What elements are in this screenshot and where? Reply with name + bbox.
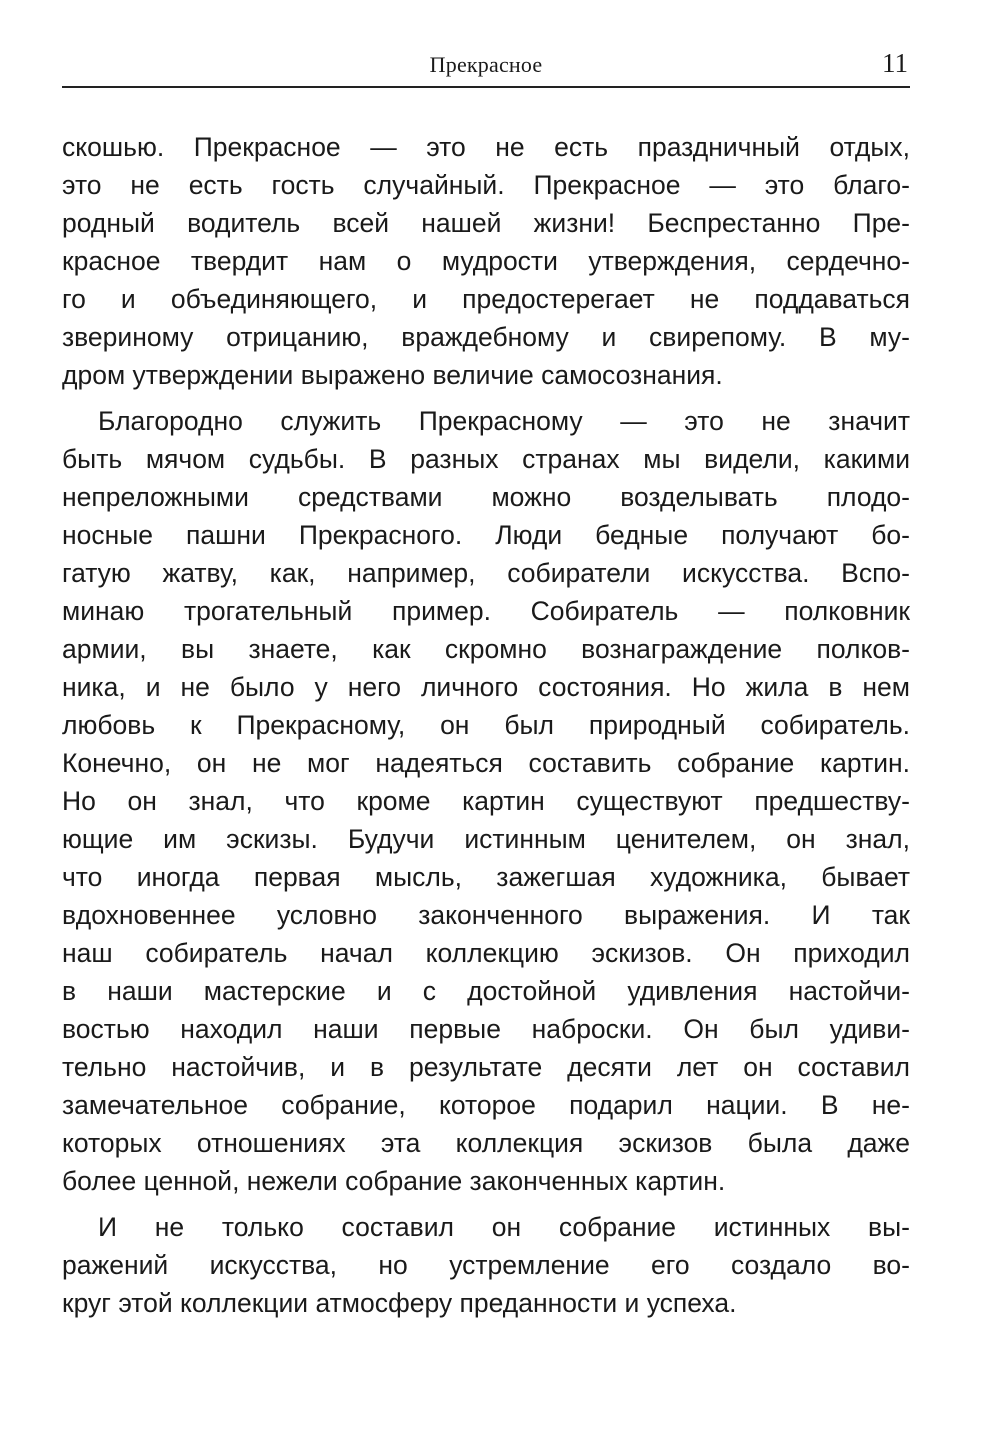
paragraph-gap: [62, 394, 910, 402]
text-line: родный водитель всей нашей жизни! Беспрестанно Пре-: [62, 208, 910, 238]
text-line: гатую жатву, как, например, собиратели искусства. Вспо-: [62, 558, 910, 588]
page-number: 11: [882, 48, 908, 78]
text-line: что иногда первая мысль, зажегшая художника, бывает: [62, 862, 910, 892]
paragraph: [62, 128, 910, 394]
text-line: И не только составил он собрание истинных вы-: [98, 1212, 910, 1242]
text-line: армии, вы знаете, как скромно вознаграждение полков-: [62, 634, 910, 664]
paragraph: [62, 402, 910, 1200]
text-line: более ценной, нежели собрание законченных картин.: [62, 1166, 726, 1196]
text-line: Конечно, он не мог надеяться составить собрание картин.: [62, 748, 910, 778]
running-title: Прекрасное: [429, 52, 543, 77]
text-line: звериному отрицанию, враждебному и свирепому. В му-: [62, 322, 910, 352]
text-line: непреложными средствами можно возделывать плодо-: [62, 482, 910, 512]
text-line: минаю трогательный пример. Собиратель — полковник: [62, 596, 910, 626]
text-line: тельно настойчив, и в результате десяти лет он составил: [62, 1052, 910, 1082]
text-line: которых отношениях эта коллекция эскизов была даже: [62, 1128, 910, 1158]
text-line: скошью. Прекрасное — это не есть праздничный отдых,: [62, 132, 910, 162]
text-line: ющие им эскизы. Будучи истинным ценителем, он знал,: [62, 824, 910, 854]
page-header: [62, 50, 910, 86]
text-line: востью находил наши первые наброски. Он был удиви-: [62, 1014, 910, 1044]
text-line: это не есть гость случайный. Прекрасное — это благо-: [62, 170, 910, 200]
header-rule: [62, 86, 910, 88]
text-line: круг этой коллекции атмосферу преданности и успеха.: [62, 1288, 737, 1318]
paragraph: [62, 1208, 910, 1322]
text-line: дром утверждении выражено величие самосознания.: [62, 360, 723, 390]
text-line: наш собиратель начал коллекцию эскизов. Он приходил: [62, 938, 910, 968]
text-line: го и объединяющего, и предостерегает не поддаваться: [62, 284, 910, 314]
text-line: любовь к Прекрасному, он был природный собиратель.: [62, 710, 910, 740]
paragraph-gap: [62, 1200, 910, 1208]
text-line: замечательное собрание, которое подарил нации. В не-: [62, 1090, 910, 1120]
body-text: [62, 128, 910, 1322]
text-line: ражений искусства, но устремление его создало во-: [62, 1250, 910, 1280]
text-line: ника, и не было у него личного состояния. Но жила в нем: [62, 672, 910, 702]
text-line: Благородно служить Прекрасному — это не значит: [98, 406, 910, 436]
text-line: красное твердит нам о мудрости утверждения, сердечно-: [62, 246, 910, 276]
text-line: Но он знал, что кроме картин существуют предшеству-: [62, 786, 910, 816]
text-line: в наши мастерские и с достойной удивления настойчи-: [62, 976, 910, 1006]
text-line: вдохновеннее условно законченного выражения. И так: [62, 900, 910, 930]
text-line: быть мячом судьбы. В разных странах мы видели, какими: [62, 444, 910, 474]
text-line: носные пашни Прекрасного. Люди бедные получают бо-: [62, 520, 910, 550]
